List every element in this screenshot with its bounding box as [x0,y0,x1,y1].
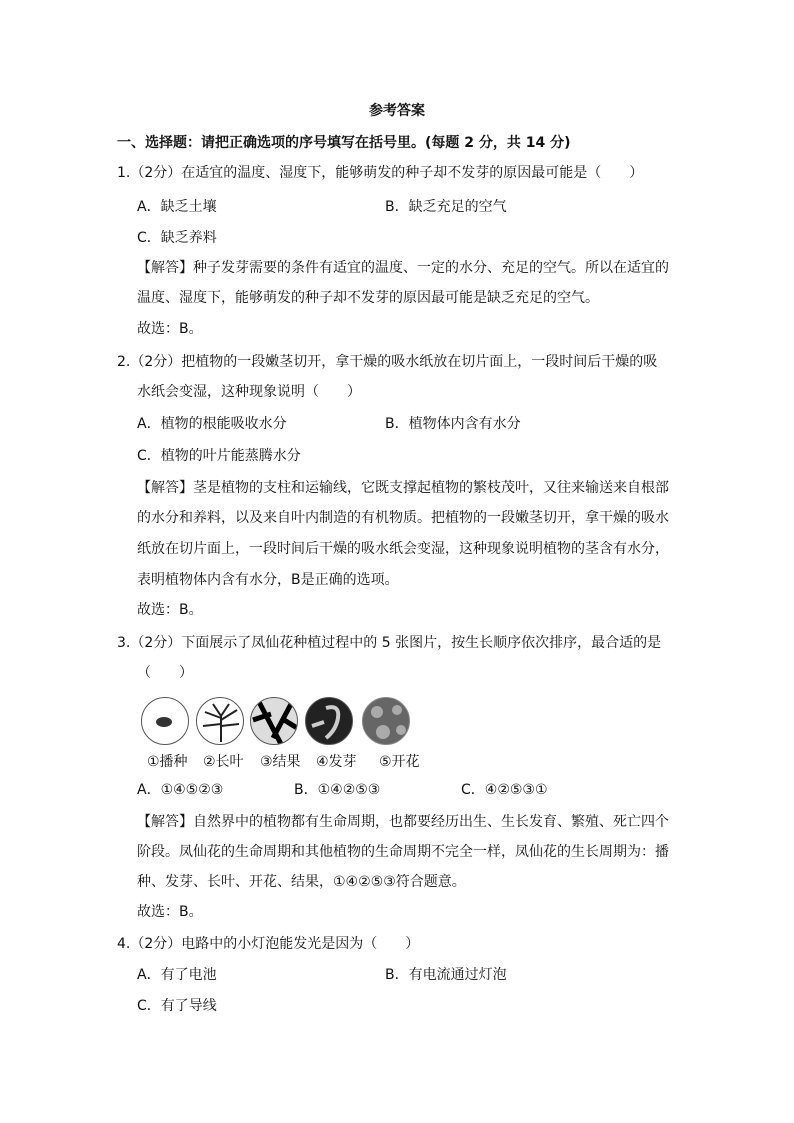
q3-option-c: C．④②⑤③① [461,782,548,798]
q2-explanation-line: 【解答】茎是植物的支柱和运输线，它既支撑起植物的繁枝茂叶，又往来输送来自根部 [137,480,669,496]
q2-answer: 故选：B。 [137,602,203,618]
seed-sowing-image [141,697,189,745]
caption-leaves: ②长叶 [203,754,244,770]
caption-fruit: ③结果 [260,754,301,770]
q1-explanation-line: 温度、湿度下，能够萌发的种子却不发芽的原因最可能是缺乏充足的空气。 [137,290,599,306]
q3-option-b: B．①④②⑤③ [294,782,381,798]
question-4-stem: 4.（2分）电路中的小灯泡能发光是因为（ ） [117,936,420,952]
q1-answer: 故选：B。 [137,321,203,337]
q1-explanation-line: 【解答】种子发芽需要的条件有适宜的温度、一定的水分、充足的空气。所以在适宜的 [137,260,669,276]
question-1-stem: 1.（2分）在适宜的温度、湿度下，能够萌发的种子却不发芽的原因最可能是（ ） [117,165,644,181]
question-3-stem: 3.（2分）下面展示了凤仙花种植过程中的 5 张图片，按生长顺序依次排序，最合适的是 [117,635,662,651]
question-2-stem-cont: 水纸会变湿，这种现象说明（ ） [137,384,361,400]
page-title: 参考答案 [369,103,425,119]
section-heading: 一、选择题：请把正确选项的序号填写在括号里。(每题 2 分，共 14 分) [117,135,571,151]
q3-explanation-line: 【解答】自然界中的植物都有生命周期，也都要经历出生、生长发育、繁殖、死亡四个 [137,814,669,830]
caption-flower: ⑤开花 [379,754,420,770]
q2-option-a: A．植物的根能吸收水分 [137,416,287,432]
q2-option-b: B．植物体内含有水分 [385,416,521,432]
q1-option-c: C．缺乏养料 [137,230,217,246]
q3-explanation-line: 阶段。凤仙花的生命周期和其他植物的生命周期不完全一样，凤仙花的生长周期为：播 [137,844,669,860]
q1-option-b: B．缺乏充足的空气 [385,199,507,215]
q1-option-a: A．缺乏土壤 [137,199,217,215]
question-2-stem: 2.（2分）把植物的一段嫩茎切开，拿干燥的吸水纸放在切片面上，一段时间后干燥的吸 [117,354,658,370]
caption-sprout: ④发芽 [316,754,357,770]
flowering-image [362,697,410,745]
leaf-growth-image [196,697,244,745]
q2-explanation-line: 表明植物体内含有水分，B是正确的选项。 [137,572,399,588]
q2-explanation-line: 纸放在切片面上，一段时间后干燥的吸水纸会变湿，这种现象说明植物的茎含有水分， [137,541,669,557]
q2-explanation-line: 的水分和养料，以及来自叶内制造的有机物质。把植物的一段嫩茎切开，拿干燥的吸水 [137,510,669,526]
q4-option-b: B．有电流通过灯泡 [385,967,507,983]
q3-answer: 故选：B。 [137,904,203,920]
caption-sowing: ①播种 [147,754,188,770]
fruiting-image [250,697,298,745]
q4-option-a: A．有了电池 [137,967,217,983]
question-3-stem-cont: （ ） [137,665,193,681]
q3-explanation-line: 种、发芽、长叶、开花、结果，①④②⑤③符合题意。 [137,874,466,890]
q2-option-c: C．植物的叶片能蒸腾水分 [137,448,301,464]
sprouting-image [305,697,353,745]
q4-option-c: C．有了导线 [137,998,217,1014]
q3-option-a: A．①④⑤②③ [137,782,224,798]
